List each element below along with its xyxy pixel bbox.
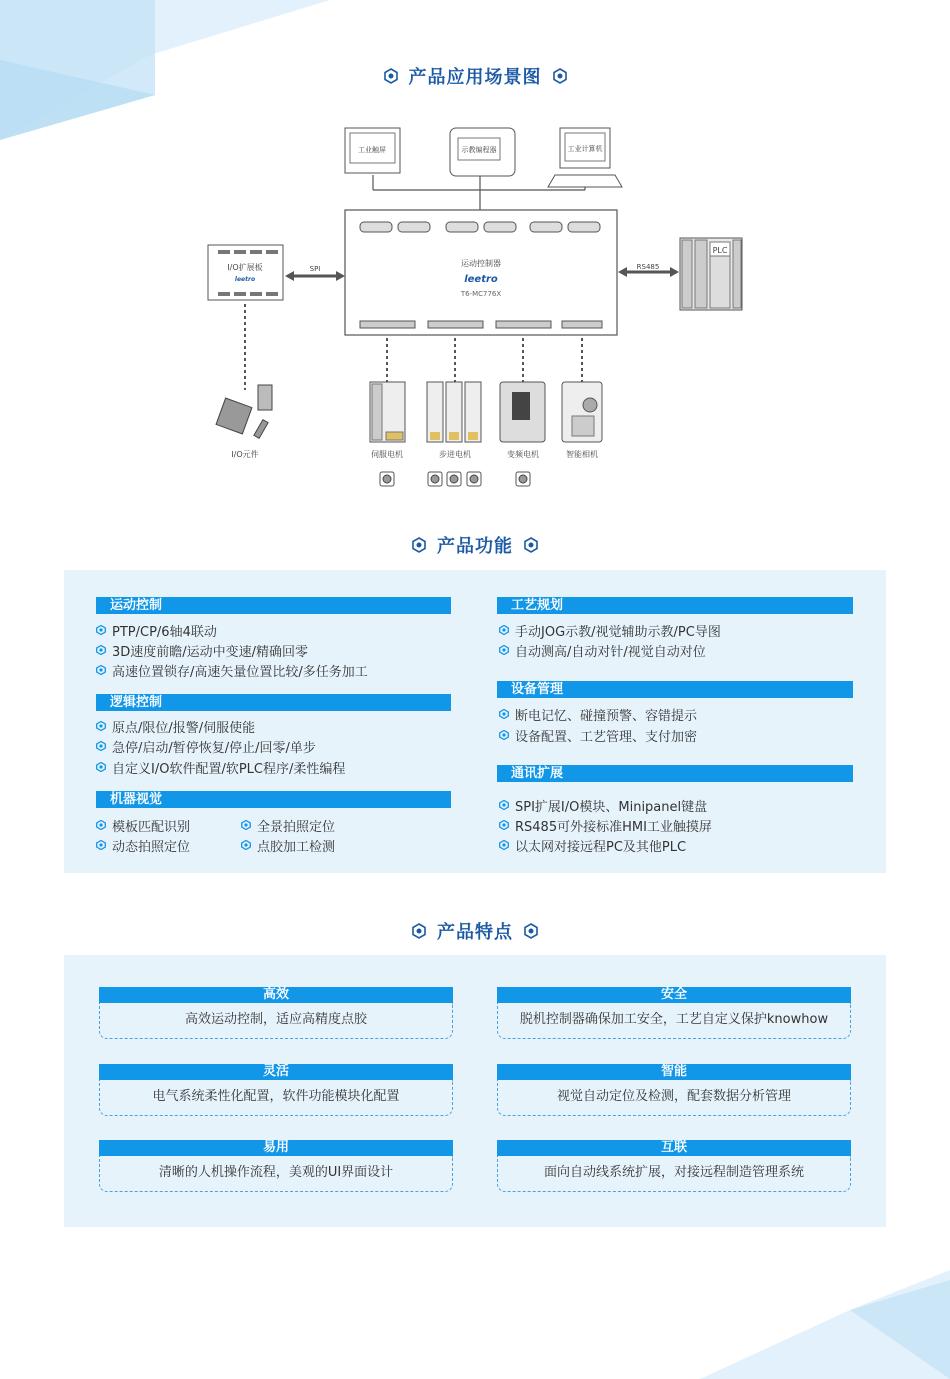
category-device-management: 设备管理 bbox=[497, 681, 853, 698]
application-diagram bbox=[190, 120, 760, 500]
spi-label: SPI bbox=[309, 265, 321, 273]
bullet-icon bbox=[499, 625, 509, 635]
category-machine-vision: 机器视觉 bbox=[96, 791, 451, 808]
list-item: 模板匹配识别 bbox=[96, 816, 190, 834]
feature-title-safe: 安全 bbox=[497, 987, 851, 1003]
section-title-scenario bbox=[0, 63, 950, 89]
list-item: 手动JOG示教/视觉辅助示教/PC导图 bbox=[499, 621, 721, 639]
hex-icon bbox=[411, 923, 427, 939]
teach-pendant-label: 示教编程器 bbox=[461, 146, 497, 154]
list-item: 原点/限位/报警/伺服使能 bbox=[96, 717, 255, 735]
list-item: 动态拍照定位 bbox=[96, 836, 190, 854]
servo-motor-device bbox=[370, 382, 405, 486]
smart-camera-device bbox=[562, 382, 602, 459]
section1-title-text: 产品应用场景图 bbox=[408, 67, 542, 88]
feature-desc-smart: 视觉自动定位及检测，配套数据分析管理 bbox=[497, 1080, 851, 1116]
category-process-planning: 工艺规划 bbox=[497, 597, 853, 614]
bullet-icon bbox=[241, 840, 251, 850]
section3-title-text: 产品特点 bbox=[437, 922, 513, 943]
bullet-icon bbox=[499, 840, 509, 850]
hex-icon bbox=[523, 923, 539, 939]
list-item: 自定义I/O软件配置/软PLC程序/柔性编程 bbox=[96, 758, 345, 776]
bullet-icon bbox=[499, 820, 509, 830]
bullet-icon bbox=[499, 800, 509, 810]
io-components bbox=[216, 385, 272, 459]
section-title-functions bbox=[0, 532, 950, 558]
list-item: 高速位置锁存/高速矢量位置比较/多任务加工 bbox=[96, 661, 368, 679]
bullet-icon bbox=[96, 840, 106, 850]
list-item: 全景拍照定位 bbox=[241, 816, 335, 834]
hex-icon bbox=[523, 537, 539, 553]
vfd-label: 变频电机 bbox=[507, 450, 539, 459]
list-item: 断电记忆、碰撞预警、容错提示 bbox=[499, 705, 697, 723]
feature-desc-efficient: 高效运动控制，适应高精度点胶 bbox=[99, 1003, 453, 1039]
rs485-label: RS485 bbox=[636, 263, 660, 271]
list-item: 点胶加工检测 bbox=[241, 836, 335, 854]
controller-model: T6-MC776X bbox=[460, 290, 502, 298]
bullet-icon bbox=[499, 730, 509, 740]
industrial-pc-device bbox=[548, 128, 622, 187]
camera-label: 智能相机 bbox=[566, 450, 598, 459]
motion-controller bbox=[345, 210, 617, 335]
list-item: 以太网对接远程PC及其他PLC bbox=[499, 836, 686, 854]
touchscreen-label: 工业触屏 bbox=[358, 146, 386, 154]
bullet-icon bbox=[499, 709, 509, 719]
bullet-icon bbox=[96, 741, 106, 751]
list-item: 设备配置、工艺管理、支付加密 bbox=[499, 726, 697, 744]
feature-desc-connected: 面向自动线系统扩展，对接远程制造管理系统 bbox=[497, 1156, 851, 1192]
spi-link bbox=[285, 265, 345, 281]
bullet-icon bbox=[96, 762, 106, 772]
list-item: SPI扩展I/O模块、Minipanel键盘 bbox=[499, 796, 707, 814]
teach-pendant-device bbox=[450, 128, 515, 176]
servo-label: 伺服电机 bbox=[371, 450, 403, 459]
hex-icon bbox=[552, 68, 568, 84]
feature-title-connected: 互联 bbox=[497, 1140, 851, 1156]
plc-label: PLC bbox=[712, 246, 728, 255]
list-item: 3D速度前瞻/运动中变速/精确回零 bbox=[96, 641, 308, 659]
bottom-right-decoration bbox=[640, 1270, 950, 1379]
rs485-link bbox=[618, 263, 679, 277]
hex-icon bbox=[383, 68, 399, 84]
controller-brand: leetro bbox=[464, 274, 498, 285]
category-motion-control: 运动控制 bbox=[96, 597, 451, 614]
touchscreen-device bbox=[345, 128, 400, 173]
feature-title-efficient: 高效 bbox=[99, 987, 453, 1003]
io-expansion-board bbox=[208, 245, 283, 300]
bullet-icon bbox=[499, 645, 509, 655]
vfd-motor-device bbox=[500, 382, 545, 486]
bullet-icon bbox=[96, 645, 106, 655]
io-board-label: I/O扩展板 bbox=[227, 263, 263, 272]
bullet-icon bbox=[96, 665, 106, 675]
bullet-icon bbox=[241, 820, 251, 830]
bullet-icon bbox=[96, 721, 106, 731]
hex-icon bbox=[411, 537, 427, 553]
stepper-label: 步进电机 bbox=[439, 450, 471, 459]
category-communication: 通讯扩展 bbox=[497, 765, 853, 782]
feature-desc-flexible: 电气系统柔性化配置，软件功能模块化配置 bbox=[99, 1080, 453, 1116]
feature-title-easy: 易用 bbox=[99, 1140, 453, 1156]
section-title-features bbox=[0, 918, 950, 944]
feature-desc-easy: 清晰的人机操作流程，美观的UI界面设计 bbox=[99, 1156, 453, 1192]
bullet-icon bbox=[96, 820, 106, 830]
feature-desc-safe: 脱机控制器确保加工安全，工艺自定义保护knowhow bbox=[497, 1003, 851, 1039]
bullet-icon bbox=[96, 625, 106, 635]
list-item: RS485可外接标准HMI工业触摸屏 bbox=[499, 816, 712, 834]
feature-title-flexible: 灵活 bbox=[99, 1064, 453, 1080]
industrial-pc-label: 工业计算机 bbox=[567, 145, 603, 153]
feature-title-smart: 智能 bbox=[497, 1064, 851, 1080]
plc-device bbox=[680, 238, 742, 310]
controller-label: 运动控制器 bbox=[461, 259, 501, 268]
category-logic-control: 逻辑控制 bbox=[96, 694, 451, 711]
list-item: 急停/启动/暂停恢复/停止/回零/单步 bbox=[96, 737, 316, 755]
list-item: PTP/CP/6轴4联动 bbox=[96, 621, 217, 639]
io-parts-label: I/O元件 bbox=[231, 450, 259, 459]
list-item: 自动测高/自动对针/视觉自动对位 bbox=[499, 641, 706, 659]
section2-title-text: 产品功能 bbox=[437, 536, 513, 557]
io-board-brand: leetro bbox=[234, 276, 256, 283]
stepper-motor-device bbox=[427, 382, 481, 486]
